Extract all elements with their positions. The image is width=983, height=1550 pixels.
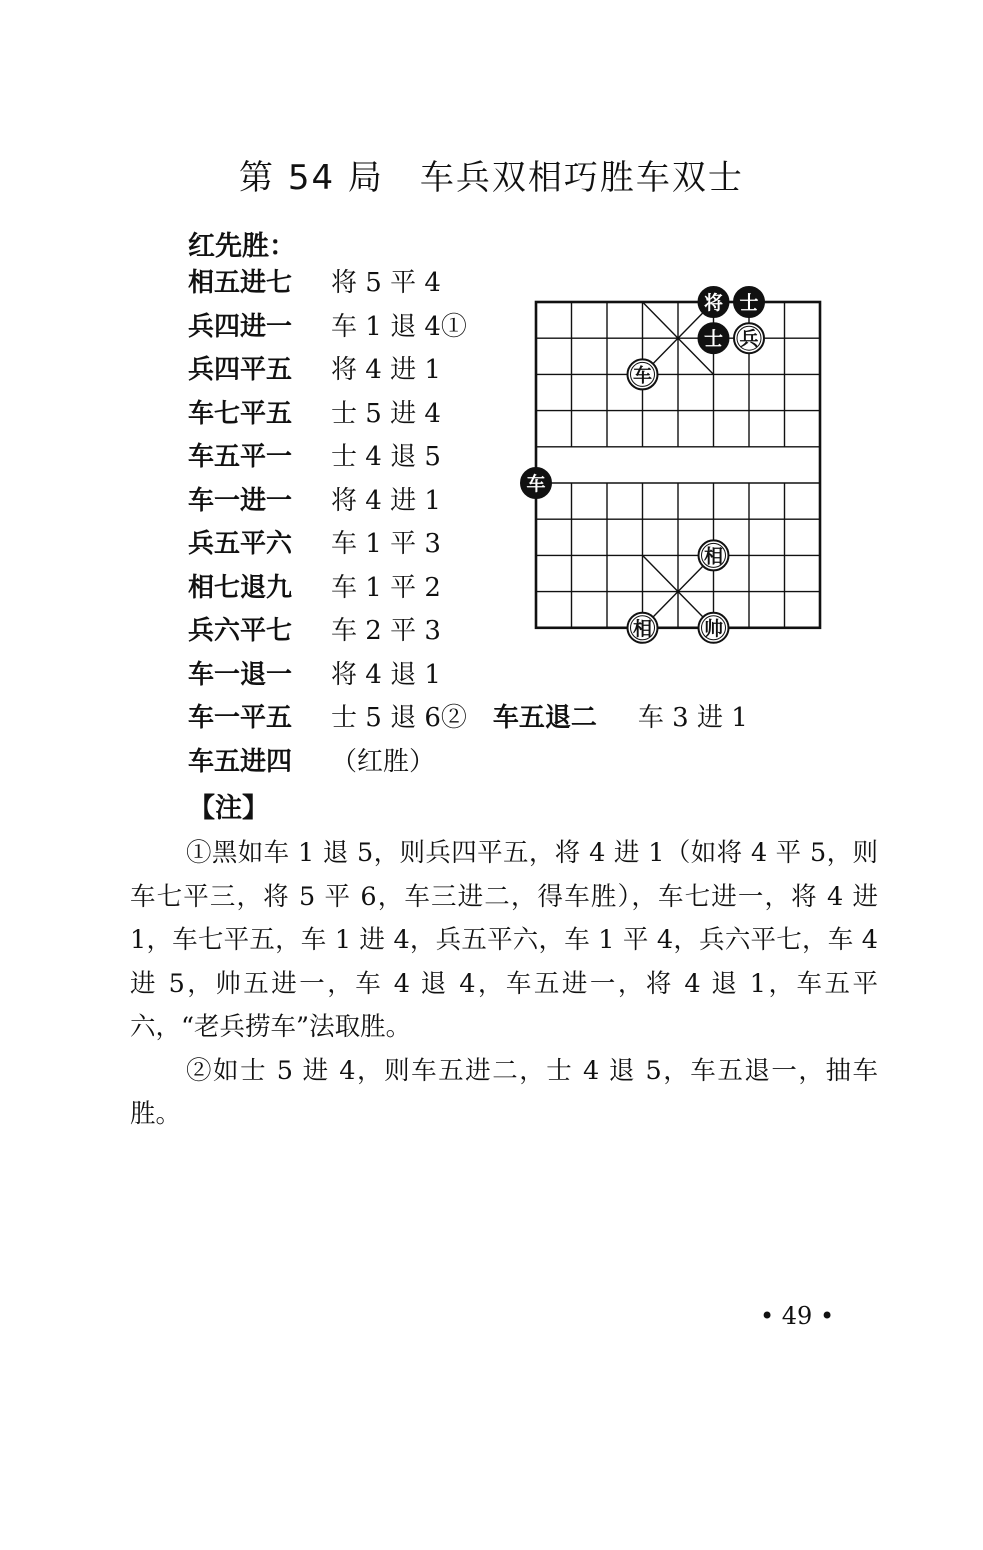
black-move: 车 1 退 4①	[331, 311, 467, 342]
piece-black	[699, 323, 729, 353]
extra-moves	[493, 697, 748, 741]
piece-label: 兵	[739, 328, 759, 351]
black-move: 将 4 进 1	[331, 355, 441, 385]
page-title: 第 54 局 车兵双相巧胜车双士	[239, 158, 744, 198]
red-move: 相五进七	[188, 268, 293, 298]
piece-red	[628, 359, 658, 389]
black-move: 车 1 平 2	[331, 572, 441, 603]
black-move: 士 5 退 6②	[331, 703, 467, 733]
move-row	[188, 697, 748, 741]
black-move: 士 4 退 5	[331, 442, 441, 472]
red-move: 车七平五	[188, 398, 293, 429]
red-move: 车一平五	[188, 703, 293, 733]
subtitle: 红先胜：	[188, 231, 296, 262]
black-move: 车 1 平 3	[331, 529, 441, 559]
piece-label: 车	[632, 364, 653, 387]
piece-label: 士	[703, 328, 724, 351]
piece-label: 相	[632, 617, 653, 640]
red-move: 车五平一	[188, 442, 293, 472]
piece-label: 将	[703, 292, 724, 314]
note-paragraph: ①黑如车 1 退 5，则兵四平五，将 4 进 1（如将 4 平 5，则车七平三，将 5 平 6，车三进二，得车胜），车七进一，将 4 进 1，车七平五，车 1 进 4，兵五平六，车 1 平 4，兵六平七，车 4 进 5，帅五进一，车 4 退 4，车五进一，将 4 退 1，车五平六，“老兵捞车”法取胜。	[130, 838, 878, 1042]
piece-black	[699, 287, 729, 317]
red-move: 车一退一	[188, 659, 293, 690]
piece-red	[628, 613, 658, 643]
piece-label: 车	[526, 473, 546, 495]
red-move: 兵四平五	[188, 355, 293, 385]
notes-heading: 【注】	[188, 793, 269, 824]
xiangqi-board	[510, 280, 830, 650]
black-move: 士 5 进 4	[331, 398, 441, 429]
red-move: 相七退九	[188, 572, 293, 603]
notes	[130, 832, 878, 1137]
move-row	[188, 741, 748, 785]
red-move: 车五进四	[188, 746, 293, 777]
note-paragraph: ②如士 5 进 4，则车五进二，士 4 退 5，车五退一，抽车胜。	[130, 1055, 878, 1129]
black-move: 将 4 退 1	[331, 659, 441, 690]
piece-label: 帅	[703, 617, 724, 640]
black-move: （红胜）	[331, 746, 436, 777]
piece-label: 相	[703, 545, 724, 568]
piece-red	[699, 613, 729, 643]
red-move: 车五退二	[492, 703, 597, 733]
page-number: • 49 •	[760, 1302, 835, 1330]
board-grid	[536, 302, 820, 628]
piece-black	[734, 287, 764, 317]
black-move: 将 4 进 1	[331, 485, 441, 516]
red-move: 车一进一	[188, 485, 293, 516]
piece-red	[734, 323, 764, 353]
black-move: 车 3 进 1	[637, 703, 748, 733]
black-move: 车 2 平 3	[331, 616, 441, 646]
move-row	[188, 654, 748, 698]
piece-label: 士	[739, 292, 759, 314]
piece-black	[521, 468, 551, 498]
black-move: 将 5 平 4	[331, 268, 441, 298]
red-move: 兵六平七	[188, 616, 293, 646]
piece-red	[699, 540, 729, 570]
red-move: 兵四进一	[188, 311, 293, 342]
red-move: 兵五平六	[188, 529, 293, 559]
